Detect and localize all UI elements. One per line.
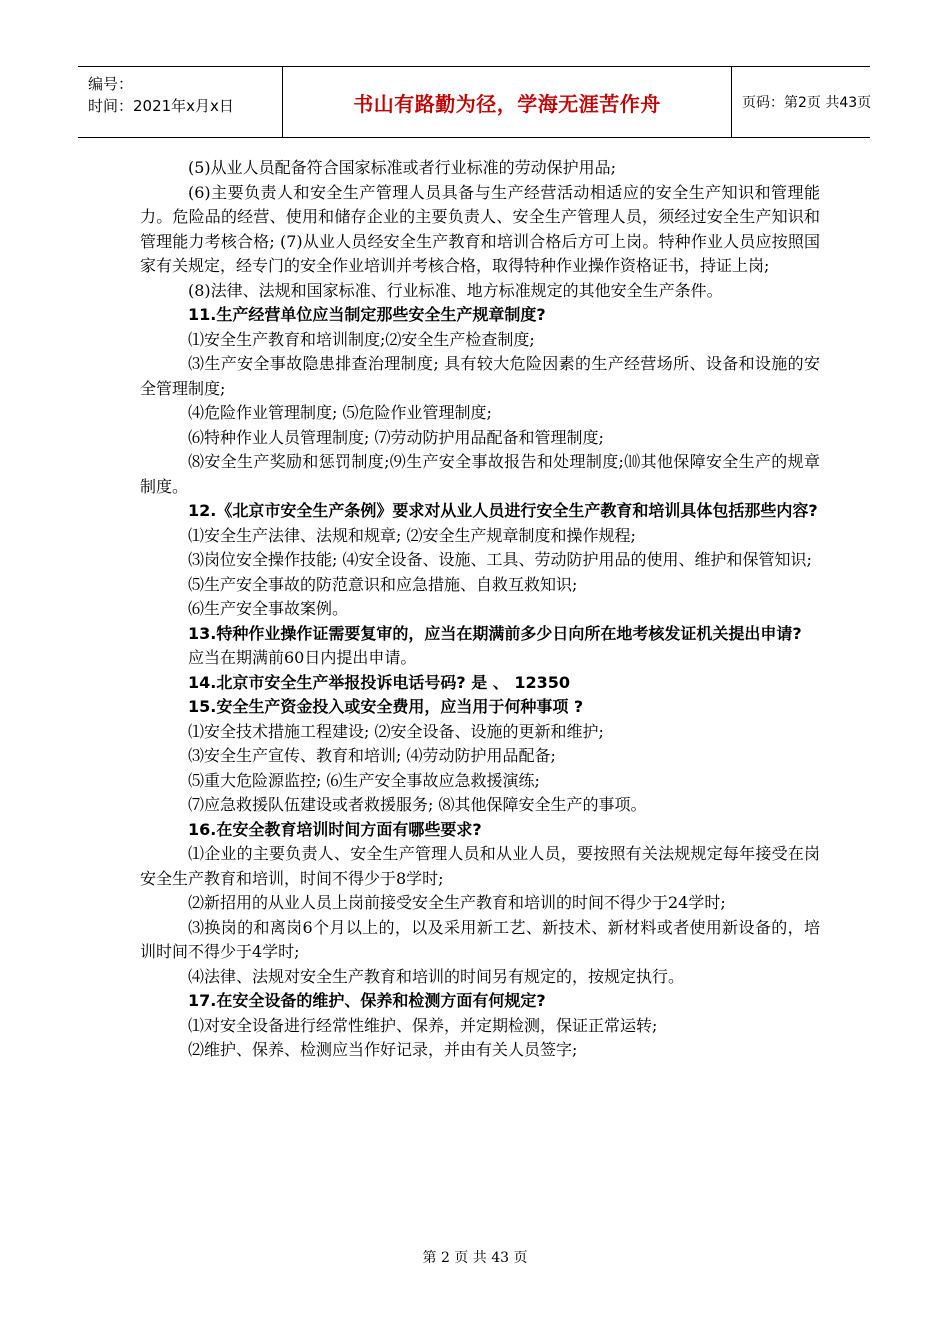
- body-paragraph: ⑸重大危险源监控; ⑹生产安全事故应急救援演练;: [188, 770, 540, 790]
- document-number-label: 编号：: [88, 75, 134, 93]
- body-paragraph: (6)主要负责人和安全生产管理人员具备与生产经营活动相适应的安全生产知识和管理能力。危险品的经营、使用和储存企业的主要负责人、安全生产管理人员，须经过安全生产知识和管理能力考核合格; (7)从业人员经安全生产教育和培训合格后方可上岗。特种作业人员应按照国家有关规定，经专门的安全作业培训并考核合格，取得特种作业操作资格证书，持证上岗;: [140, 182, 820, 275]
- question-heading: 11.生产经营单位应当制定那些安全生产规章制度?: [188, 305, 546, 324]
- body-paragraph: (5)从业人员配备符合国家标准或者行业标准的劳动保护用品;: [188, 158, 617, 177]
- document-time-label: 时间：2021年x月x日: [88, 97, 234, 115]
- body-paragraph: ⑷法律、法规对安全生产教育和培训的时间另有规定的，按规定执行。: [188, 966, 685, 986]
- body-paragraph: ⑹生产安全事故案例。: [188, 599, 349, 618]
- body-paragraph: ⑻安全生产奖励和惩罚制度;⑼生产安全事故报告和处理制度;⑽其他保障安全生产的规章制度。: [140, 452, 820, 496]
- body-paragraph: ⑵维护、保养、检测应当作好记录，并由有关人员签字;: [188, 1040, 578, 1059]
- question-heading: 15.安全生产资金投入或安全费用，应当用于何种事项 ?: [188, 697, 584, 716]
- page-header: [78, 66, 870, 138]
- body-paragraph: ⑶换岗的和离岗6个月以上的，以及采用新工艺、新技术、新材料或者使用新设备的，培训时间不得少于4学时;: [140, 917, 820, 961]
- body-paragraph: ⑶安全生产宣传、教育和培训; ⑷劳动防护用品配备;: [188, 746, 556, 765]
- body-paragraph: ⑴对安全设备进行经常性维护、保养，并定期检测，保证正常运转;: [188, 1015, 658, 1035]
- body-paragraph: ⑶生产安全事故隐患排查治理制度; 具有较大危险因素的生产经营场所、设备和设施的安全管理制度;: [140, 354, 820, 398]
- question-heading: 16.在安全教育培训时间方面有哪些要求?: [188, 819, 482, 839]
- body-paragraph: ⑴安全技术措施工程建设; ⑵安全设备、设施的更新和维护;: [188, 721, 604, 741]
- document-body: [140, 156, 820, 1063]
- header-page-info: 页码：第2页 共43页: [742, 95, 872, 111]
- question-heading: 12.《北京市安全生产条例》要求对从业人员进行安全生产教育和培训具体包括那些内容?: [188, 501, 818, 520]
- body-paragraph: ⑴企业的主要负责人、安全生产管理人员和从业人员，要按照有关法规规定每年接受在岗安全生产教育和培训，时间不得少于8学时;: [140, 844, 820, 888]
- body-paragraph: ⑵新招用的从业人员上岗前接受安全生产教育和培训的时间不得少于24学时;: [188, 893, 726, 912]
- header-motto-cell: [282, 67, 732, 137]
- body-paragraph: ⑶岗位安全操作技能; ⑷安全设备、设施、工具、劳动防护用品的使用、维护和保管知识;: [188, 550, 812, 569]
- question-heading: 13.特种作业操作证需要复审的，应当在期满前多少日向所在地考核发证机关提出申请?: [188, 623, 802, 643]
- body-paragraph: ⑸生产安全事故的防范意识和应急措施、自救互救知识;: [188, 574, 578, 594]
- question-heading: 14.北京市安全生产举报投诉电话号码? 是 、 12350: [188, 672, 571, 692]
- body-paragraph: ⑹特种作业人员管理制度; ⑺劳动防护用品配备和管理制度;: [188, 427, 604, 447]
- body-paragraph: (8)法律、法规和国家标准、行业标准、地方标准规定的其他安全生产条件。: [188, 280, 723, 300]
- header-motto: 书山有路勤为径，学海无涯苦作舟: [353, 91, 661, 116]
- header-meta-cell: [78, 67, 282, 137]
- body-paragraph: ⑴安全生产教育和培训制度;⑵安全生产检查制度;: [188, 329, 535, 349]
- body-paragraph: 应当在期满前60日内提出申请。: [188, 648, 417, 667]
- question-heading: 17.在安全设备的维护、保养和检测方面有何规定?: [188, 991, 546, 1010]
- body-paragraph: ⑴安全生产法律、法规和规章; ⑵安全生产规章制度和操作规程;: [188, 525, 636, 545]
- body-paragraph: ⑺应急救援队伍建设或者救援服务; ⑻其他保障安全生产的事项。: [188, 795, 647, 814]
- body-paragraph: ⑷危险作业管理制度; ⑸危险作业管理制度;: [188, 403, 492, 422]
- page-footer: 第 2 页 共 43 页: [422, 1250, 528, 1266]
- header-page-cell: [732, 67, 870, 137]
